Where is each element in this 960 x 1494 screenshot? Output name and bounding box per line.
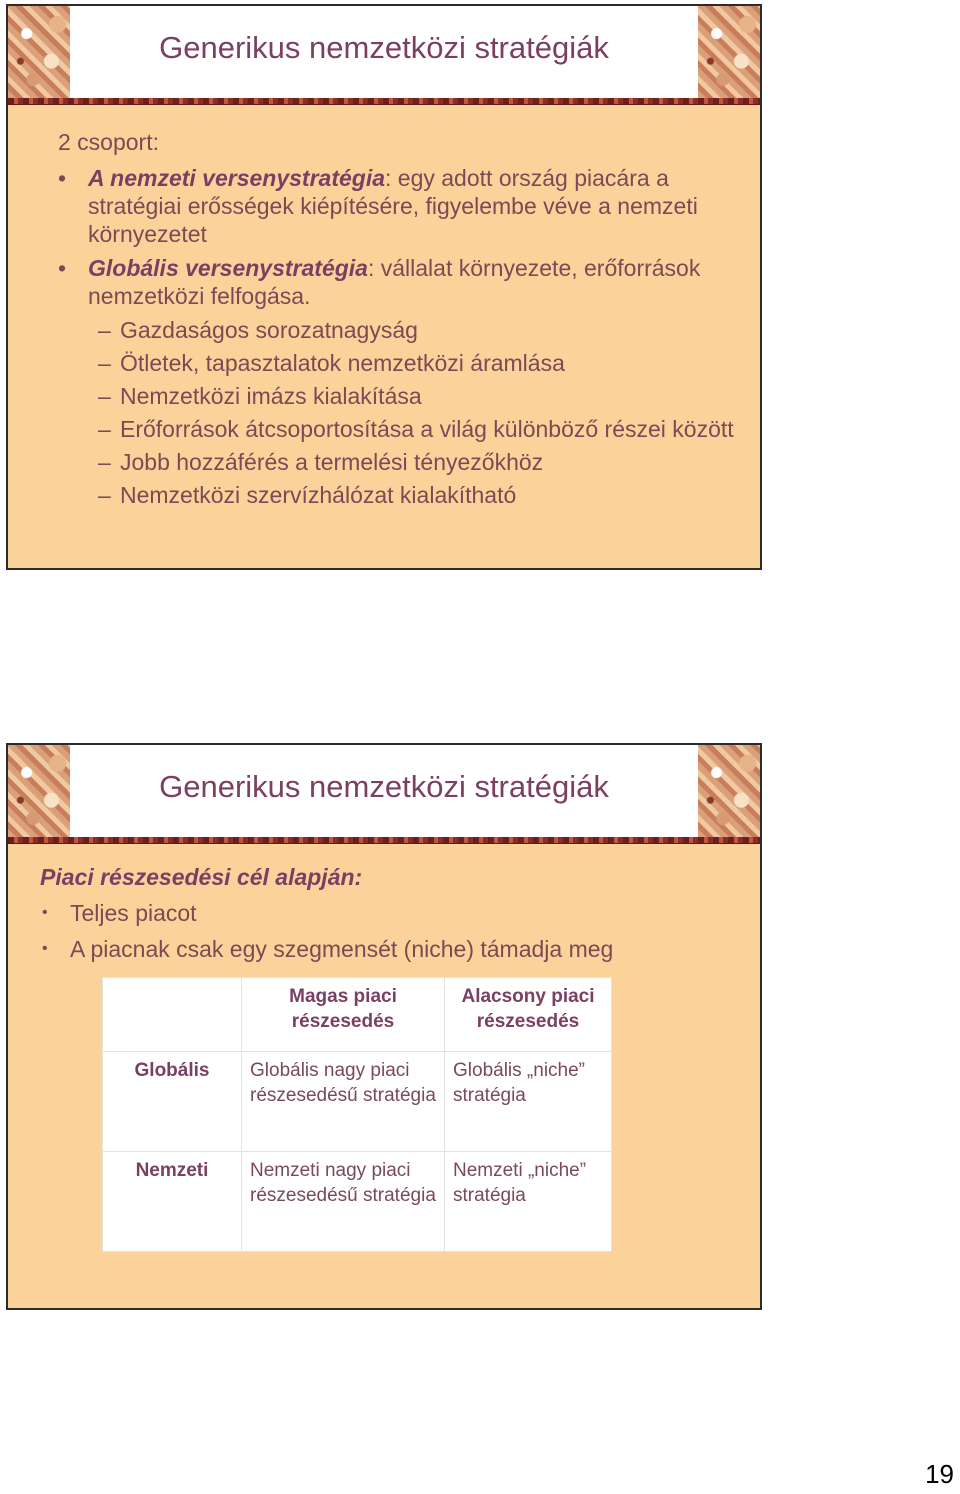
title-rule: [8, 98, 760, 105]
slide-title: Generikus nemzetközi stratégiák: [159, 769, 609, 804]
bullet-dot-icon: •: [42, 904, 48, 921]
list-item: [58, 481, 738, 509]
slide-2: [6, 743, 762, 1310]
table-cell: Globális „niche” stratégia: [445, 1052, 612, 1152]
page-number: 19: [925, 1459, 954, 1489]
table-row: [103, 1052, 612, 1152]
list-item: [58, 349, 738, 377]
slide-1: [6, 4, 762, 570]
bullet-text: Teljes piacot: [70, 900, 197, 926]
slide-body: [58, 128, 738, 514]
dash-icon: –: [98, 449, 111, 475]
decorative-corner-left: [8, 745, 70, 837]
sub-heading: Piaci részesedési cél alapján:: [40, 864, 363, 890]
list-item: [58, 415, 738, 443]
bullet-dot-icon: •: [58, 165, 67, 191]
decorative-corner-right: [698, 6, 760, 98]
bullet-text: : vállalat környezete, erőforrások nemzetközi felfogása.: [88, 255, 701, 309]
bullet-dot-icon: •: [42, 940, 48, 957]
list-item-text: Jobb hozzáférés a termelési tényezőkhöz: [120, 449, 544, 475]
table-cell: Nemzeti nagy piaci részesedésű stratégia: [242, 1152, 445, 1252]
list-item-text: Ötletek, tapasztalatok nemzetközi áramlása: [120, 350, 565, 376]
decorative-corner-left: [8, 6, 70, 98]
list-item-text: Erőforrások átcsoportosítása a világ különböző részei között: [120, 416, 734, 442]
bullet-item: [40, 935, 740, 963]
bullet-term: Globális versenystratégia: [88, 255, 368, 281]
row-header: Globális: [103, 1052, 242, 1152]
table-corner-cell: [103, 978, 242, 1052]
list-item-text: Nemzetközi imázs kialakítása: [120, 383, 422, 409]
bullet-text: : egy adott ország piacára a stratégiai erősségek kiépítésére, figyelembe véve a nemzeti környezetet: [88, 165, 698, 247]
dash-icon: –: [98, 482, 111, 508]
bullet-item: [58, 164, 738, 248]
list-item: [58, 316, 738, 344]
table-header-row: [103, 978, 612, 1052]
list-item-text: Gazdaságos sorozatnagyság: [120, 317, 418, 343]
column-header: Alacsony piaci részesedés: [445, 978, 612, 1052]
bullet-item: [58, 254, 738, 310]
sub-list: [58, 316, 738, 509]
decorative-corner-right: [698, 745, 760, 837]
bullet-item: [40, 899, 740, 927]
strategy-matrix-table: [102, 977, 612, 1252]
table-row: [103, 1152, 612, 1252]
dash-icon: –: [98, 383, 111, 409]
list-item-text: Nemzetközi szervízhálózat kialakítható: [120, 482, 517, 508]
list-item: [58, 448, 738, 476]
dash-icon: –: [98, 350, 111, 376]
dash-icon: –: [98, 416, 111, 442]
column-header: Magas piaci részesedés: [242, 978, 445, 1052]
bullet-dot-icon: •: [58, 255, 67, 281]
slide-title: Generikus nemzetközi stratégiák: [159, 30, 609, 65]
slide-body: [40, 863, 740, 971]
table-cell: Nemzeti „niche” stratégia: [445, 1152, 612, 1252]
bullet-text: A piacnak csak egy szegmensét (niche) támadja meg: [70, 936, 614, 962]
table-cell: Globális nagy piaci részesedésű stratégia: [242, 1052, 445, 1152]
bullet-term: A nemzeti versenystratégia: [88, 165, 386, 191]
list-item: [58, 382, 738, 410]
row-header: Nemzeti: [103, 1152, 242, 1252]
dash-icon: –: [98, 317, 111, 343]
title-rule: [8, 837, 760, 844]
group-label: 2 csoport:: [58, 129, 159, 155]
